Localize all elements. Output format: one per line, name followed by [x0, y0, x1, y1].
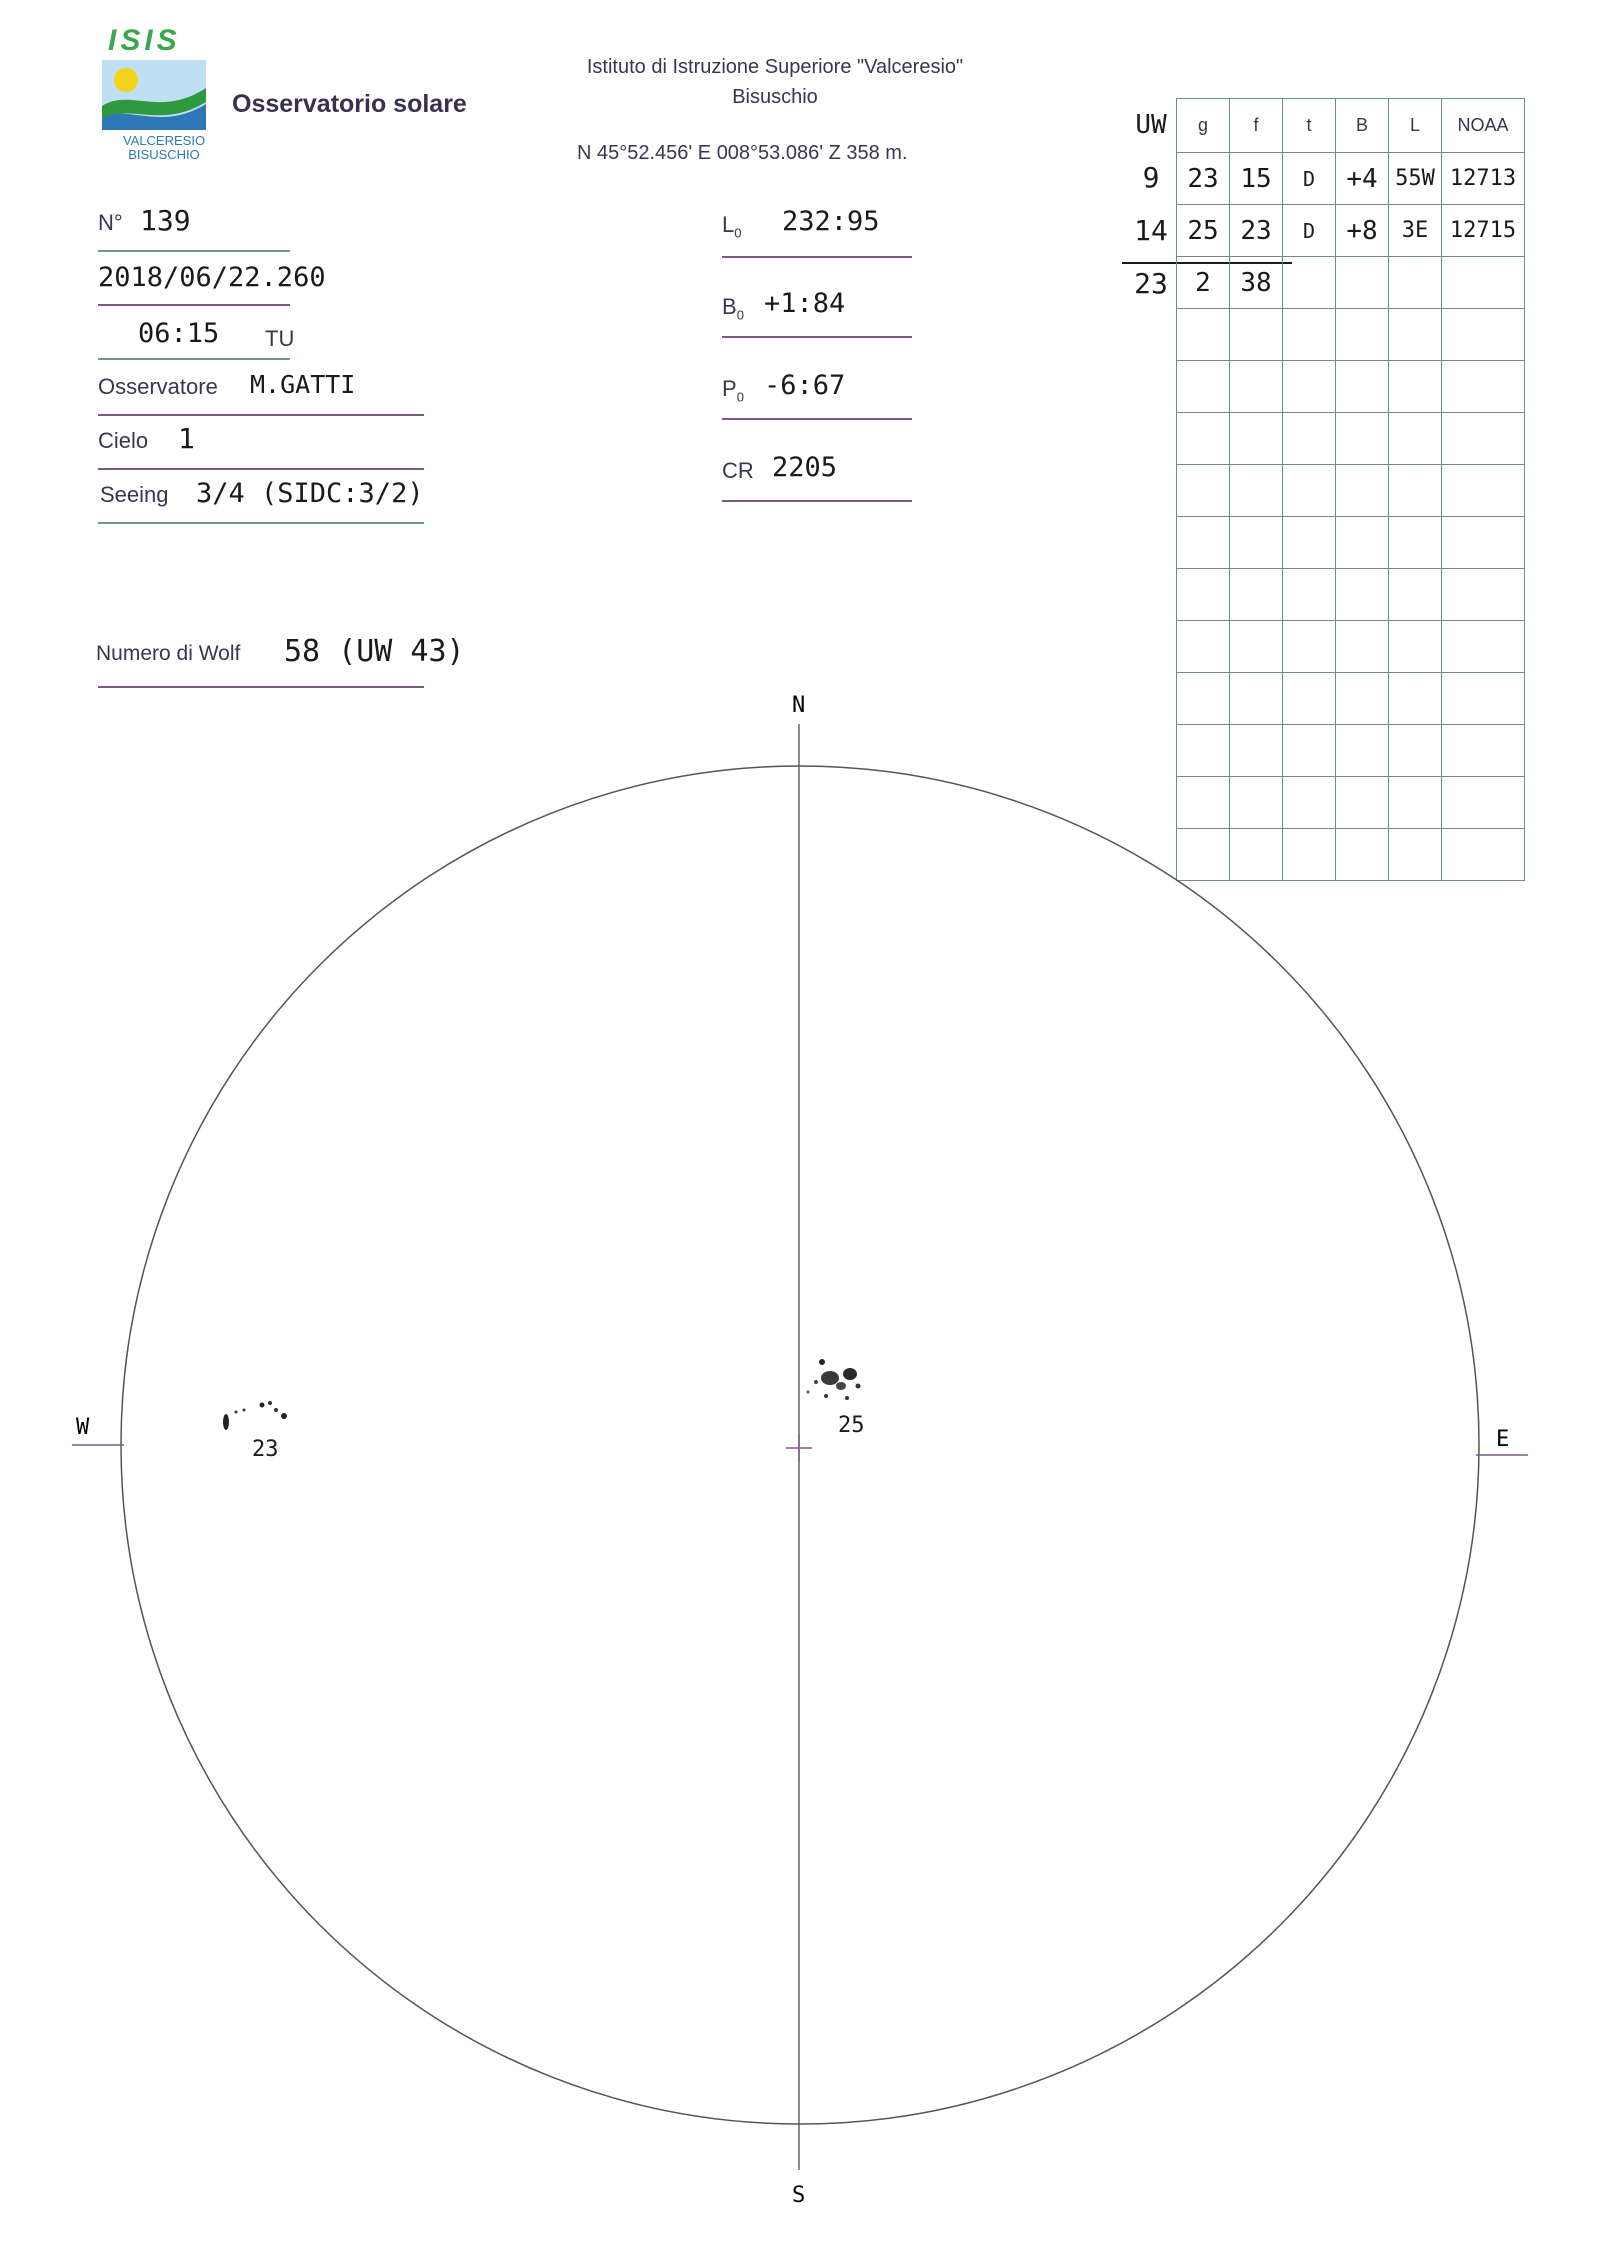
sunspot: [819, 1359, 825, 1365]
group-label-23: 23: [252, 1437, 279, 1462]
table-cell: 15: [1230, 153, 1283, 205]
sunspot: [807, 1391, 810, 1394]
table-cell: 55W: [1389, 153, 1442, 205]
time-value: 06:15: [138, 318, 220, 349]
table-cell: D: [1283, 153, 1336, 205]
number-label: N°: [98, 210, 123, 235]
institute-town: Bisuschio: [732, 86, 818, 108]
header-g: g: [1177, 99, 1230, 153]
station-coordinates: N 45°52.456' E 008°53.086' Z 358 m.: [577, 142, 908, 164]
sunspot: [274, 1408, 278, 1412]
table-cell: 38: [1230, 257, 1283, 309]
cr-label: CR: [722, 458, 754, 483]
p0-label-text: P: [722, 376, 737, 401]
sunspot: [268, 1401, 272, 1405]
sunspot: [223, 1414, 229, 1430]
south-label: S: [792, 2183, 806, 2208]
l0-value: 232:95: [782, 206, 880, 237]
observer-label: Osservatore: [98, 374, 218, 399]
header-b: B: [1336, 99, 1389, 153]
logo-text: ISIS: [108, 24, 181, 57]
institute-name: Istituto di Istruzione Superiore "Valceresio": [586, 56, 964, 78]
date-value: 2018/06/22.260: [98, 262, 326, 293]
table-cell: 12715: [1442, 205, 1525, 257]
time-unit: TU: [265, 326, 295, 351]
cr-value: 2205: [772, 452, 838, 483]
sunspot-group-25: [807, 1359, 865, 1438]
solar-limb: [121, 766, 1479, 2124]
table-cell: 23: [1230, 205, 1283, 257]
east-label: E: [1496, 1427, 1510, 1452]
wolf-label: Numero di Wolf: [96, 642, 241, 665]
uw-value: 9: [1142, 161, 1160, 194]
uw-header: UW: [1135, 109, 1167, 140]
p0-value: -6:67: [764, 370, 846, 401]
uw-value: 23: [1134, 267, 1168, 300]
l0-label-text: L: [722, 212, 735, 237]
table-cell: 12713: [1442, 153, 1525, 205]
header-t: t: [1283, 99, 1336, 153]
group-label-25: 25: [838, 1413, 865, 1438]
sunspot: [281, 1413, 287, 1419]
b0-label-text: B: [722, 294, 737, 319]
west-label: W: [76, 1415, 90, 1440]
sunspot: [856, 1384, 861, 1389]
table-cell: +4: [1336, 153, 1389, 205]
number-value: 139: [140, 204, 191, 237]
sunspot: [824, 1394, 828, 1398]
sunspot-group-23: [223, 1401, 287, 1462]
header-l: L: [1389, 99, 1442, 153]
sunspot: [814, 1380, 818, 1384]
sunspot: [260, 1403, 265, 1408]
sunspot: [845, 1396, 849, 1400]
sunspot: [821, 1371, 839, 1385]
table-cell: D: [1283, 205, 1336, 257]
l0-label-sub: 0: [734, 225, 742, 241]
sunspot: [243, 1409, 246, 1412]
sky-value: 1: [178, 422, 195, 455]
sunspot: [843, 1368, 857, 1380]
table-cell: 23: [1177, 153, 1230, 205]
seeing-value: 3/4 (SIDC:3/2): [196, 478, 424, 509]
b0-value: +1:84: [764, 288, 846, 319]
header-f: f: [1230, 99, 1283, 153]
table-cell: 3E: [1389, 205, 1442, 257]
uw-value: 14: [1134, 214, 1168, 247]
logo-sub-line-2: BISUSCHIO: [128, 147, 200, 162]
sky-label: Cielo: [98, 428, 149, 453]
north-label: N: [792, 693, 806, 718]
table-cell: +8: [1336, 205, 1389, 257]
b0-label-sub: 0: [736, 307, 744, 323]
sunspot: [836, 1382, 846, 1390]
table-cell: 2: [1177, 257, 1230, 309]
wolf-value: 58 (UW 43): [284, 634, 465, 669]
observer-value: M.GATTI: [250, 370, 356, 399]
page-title: Osservatorio solare: [232, 90, 467, 118]
table-cell: 25: [1177, 205, 1230, 257]
logo-sub-line-1: VALCERESIO: [122, 133, 206, 148]
sunspot: [235, 1411, 238, 1414]
header-noaa: NOAA: [1442, 99, 1525, 153]
p0-label-sub: 0: [736, 389, 744, 405]
seeing-label: Seeing: [100, 482, 169, 507]
